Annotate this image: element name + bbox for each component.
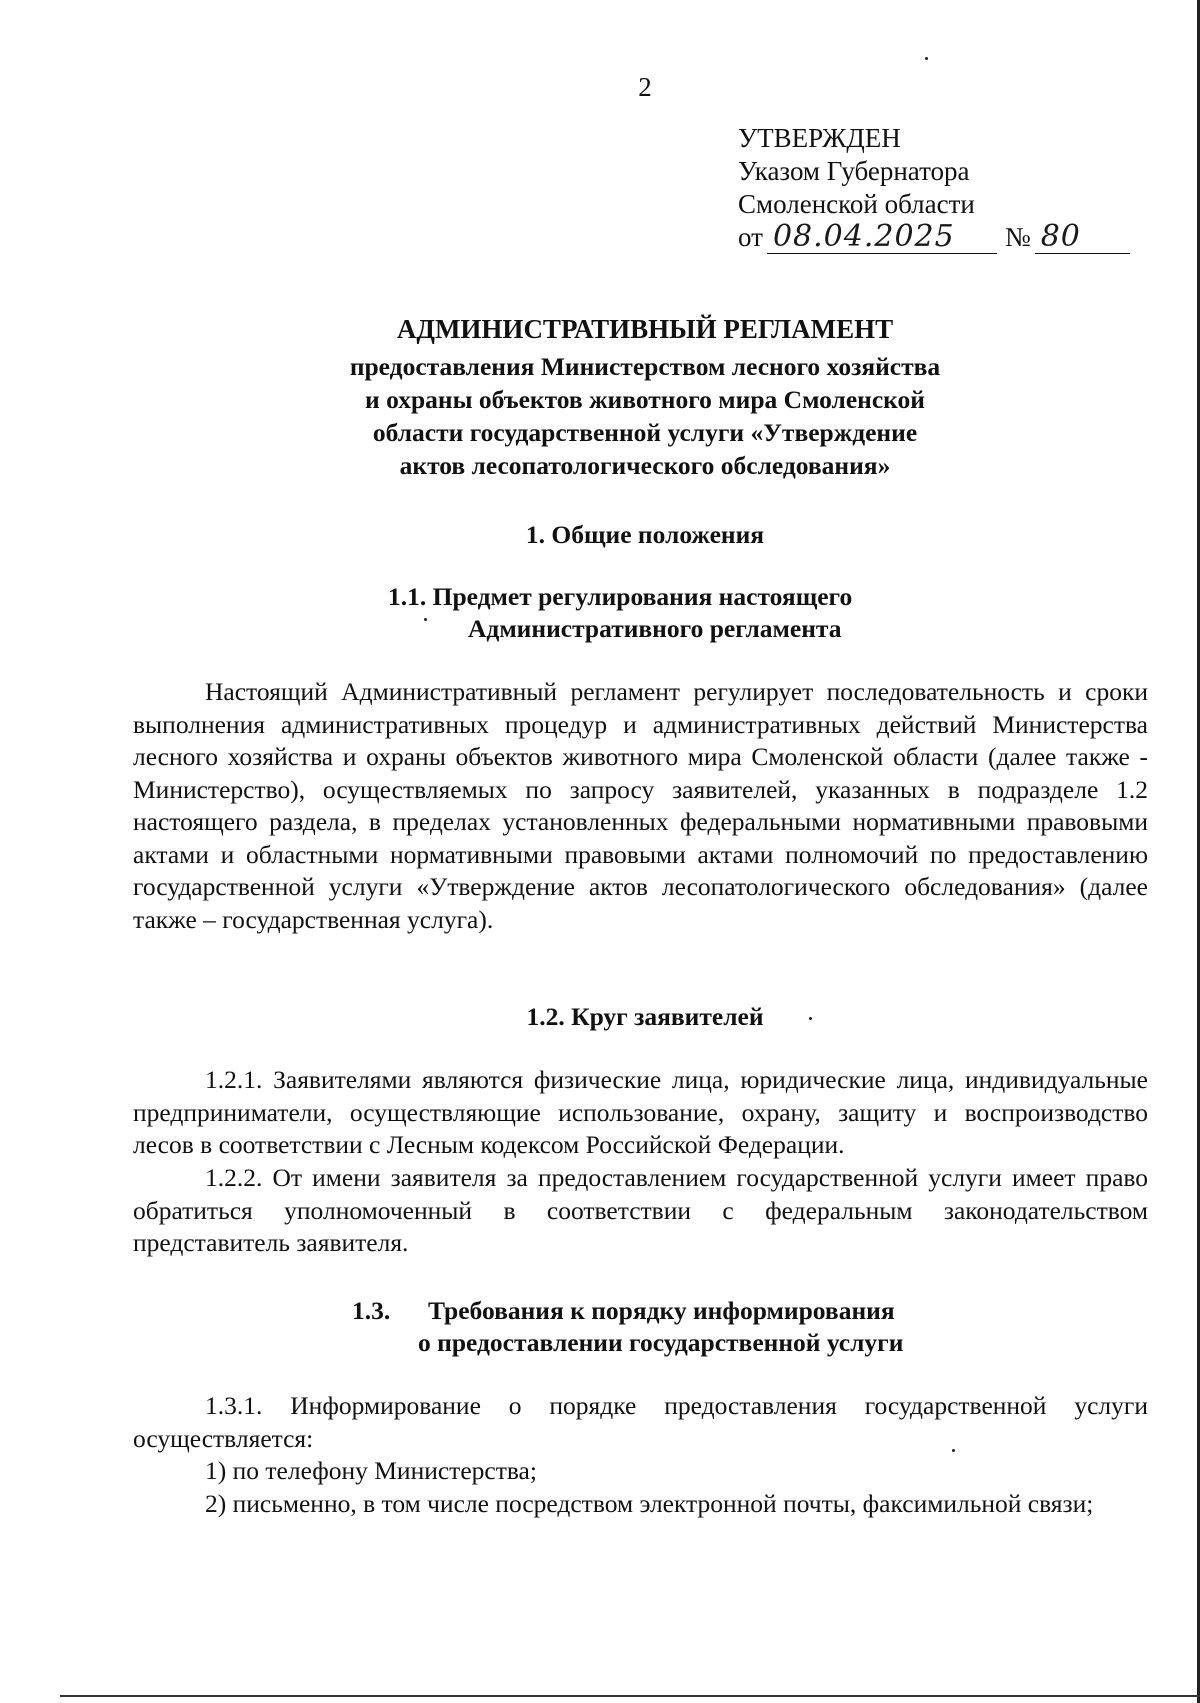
page-number: 2 [638,72,652,102]
section-1-1-heading: 1.1. Предмет регулирования настоящего [388,582,853,611]
approval-authority: Указом Губернатора [738,156,970,186]
section-1-3-heading-cont: о предоставлении государственной услуги [418,1328,904,1357]
document-subtitle [130,350,1160,482]
section-1-heading: 1. Общие положения [525,520,765,549]
number-label: № [1004,222,1031,252]
section-1-1-text: Настоящий Административный регламент регулирует последовательность и сроки выполнения административных процедур и административных действий Министерства лесного хозяйства и охраны объектов животного мира Смоленской области (далее также - Министерство), осуществляемых по запросу заявителей, указанных в подразделе 1.2 настоящего раздела, в пределах установленных федеральными нормативными правовыми актами и областными нормативными правовыми актами полномочий по предоставлению государственной услуги «Утверждение актов лесопатологического обследования» (далее также – государственная услуга). [133,677,1148,934]
handwritten-date: 08.04.2025 [772,219,955,254]
section-1-3-1-text: 1.3.1. Информирование о порядке предоставления государственной услуги осуществляется: [133,1391,1148,1453]
approval-date-number [738,221,1130,254]
scan-speck [424,618,427,621]
subtitle-line: актов лесопатологического обследования» [399,451,891,480]
section-1-2-1-text: 1.2.1. Заявителями являются физические лица, юридические лица, индивидуальные предприниматели, осуществляющие использование, охрану, защиту и воспроизводство лесов в соответствии с Лесным кодексом Российской Федерации. [133,1065,1148,1159]
handwritten-number: 80 [1040,219,1081,254]
approval-region: Смоленской области [738,189,975,219]
subtitle-line: предоставления Министерством лесного хозяйства [349,352,941,381]
scan-speck [925,57,928,60]
document-title: АДМИНИСТРАТИВНЫЙ РЕГЛАМЕНТ [396,314,894,344]
section-1-3-number: 1.3. [352,1296,391,1325]
from-label: от [738,222,763,252]
list-item-phone: 1) по телефону Министерства; [205,1456,537,1485]
approval-status: УТВЕРЖДЕН [738,123,901,153]
subtitle-line: и охраны объектов животного мира Смоленской [365,385,925,414]
section-1-2-heading: 1.2. Круг заявителей [526,1002,764,1031]
section-1-2-2-text: 1.2.2. От имени заявителя за предоставлением государственной услуги имеет право обратиться уполномоченный в соответствии с федеральным законодательством представитель заявителя. [133,1163,1148,1257]
date-line [767,219,997,254]
list-item-written: 2) письменно, в том числе посредством электронной почты, факсимильной связи; [205,1489,1094,1518]
subtitle-line: области государственной услуги «Утверждение [372,418,918,447]
scan-bottom-edge [60,1695,1200,1697]
scan-speck [809,1017,812,1020]
approval-stamp [738,122,1130,254]
section-1-3-heading: Требования к порядку информирования [428,1296,895,1325]
number-line [1035,219,1130,254]
section-1-1-heading-cont: Административного регламента [468,614,842,643]
scan-speck [952,1449,955,1452]
